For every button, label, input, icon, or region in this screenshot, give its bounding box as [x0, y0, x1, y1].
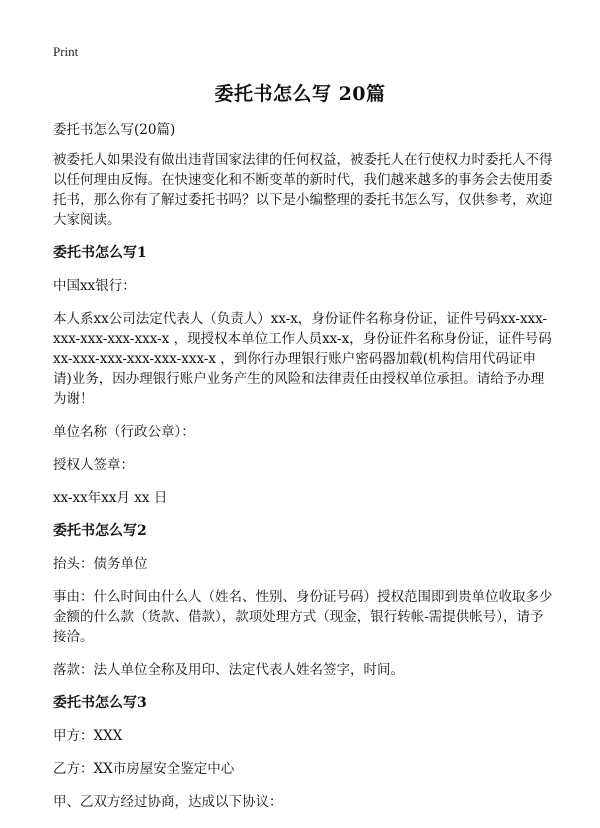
- section-2-header-line: 抬头：债务单位: [53, 556, 148, 572]
- section-3-party-b: 乙方：XX市房屋安全鉴定中心: [53, 761, 235, 777]
- intro-paragraph: 被委托人如果没有做出违背国家法律的任何权益，被委托人在行使权力时委托人不得以任何理由反悔。在快速变化和不断变革的新时代，我们越来越多的事务会去使用委托书，那么你有了解过委托书吗？以下是小编整理的委托书怎么写，仅供参考，欢迎大家阅读。: [53, 152, 553, 228]
- section-2-closing: 落款：法人单位全称及用印、法定代表人姓名签字，时间。: [53, 662, 404, 678]
- section-2-heading: 委托书怎么写2: [53, 523, 147, 539]
- section-3-party-a: 甲方：XXX: [53, 728, 123, 744]
- section-3-agreement: 甲、乙双方经过协商，达成以下协议：: [53, 794, 283, 810]
- document-content: [53, 120, 553, 825]
- section-1-heading: 委托书怎么写1: [53, 245, 147, 261]
- section-1-body: 本人系xx公司法定代表人（负责人）xx-x，身份证件名称身份证，证件号码xx-xxx-xxx-xxx-xxx-xxx-x ，现授权本单位工作人员xx-x，身份证件名称身份证，证件号码xx-xxx-xxx-xxx-xxx-xxx-x ，到你行办理银行账户密码器加载(机构信用代码证申请)业务，因办理银行账户业务产生的风险和法律责任由授权单位承担。请给予办理为谢！: [53, 311, 552, 407]
- section-1-date: xx-xx年xx月 xx 日: [53, 490, 168, 506]
- section-3-heading: 委托书怎么写3: [53, 695, 147, 711]
- section-1-unit-name: 单位名称（行政公章）：: [53, 424, 195, 440]
- section-1-addressee: 中国xx银行：: [53, 278, 136, 294]
- print-link[interactable]: Print: [53, 44, 79, 59]
- page-title: 委托书怎么写 20篇: [214, 83, 386, 105]
- section-2-matter: 事由：什么时间由什么人（姓名、性别、身份证号码）授权范围即到贵单位收取多少金额的什么款（货款、借款），款项处理方式（现金，银行转帐-需提供帐号），请予接洽。: [53, 589, 553, 645]
- document-subtitle: 委托书怎么写(20篇): [53, 122, 176, 138]
- section-1-signature: 授权人签章：: [53, 457, 134, 473]
